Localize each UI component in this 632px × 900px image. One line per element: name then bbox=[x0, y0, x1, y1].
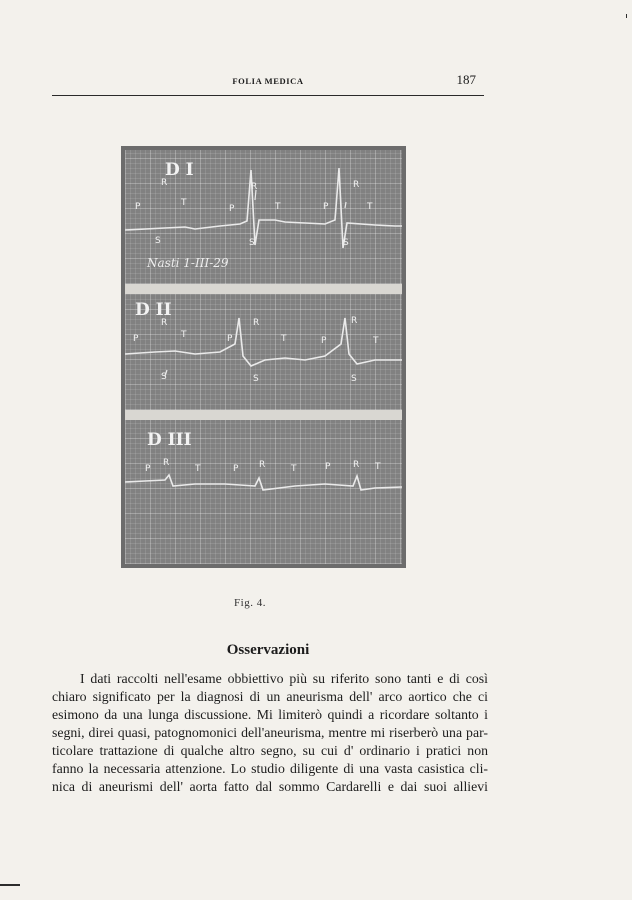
ecg-strip-lead-2 bbox=[125, 294, 402, 410]
wave-label: S bbox=[253, 374, 259, 384]
text-line: nica di aneurismi dell' aorta fatto dal sommo Cardarelli e dai suoi allievi bbox=[52, 779, 488, 794]
text-line: chiaro significato per la diagnosi di un aneurisma dell' arco aortico che ci bbox=[52, 689, 488, 704]
wave-label: P bbox=[227, 334, 233, 344]
wave-label: R bbox=[161, 318, 168, 328]
body-paragraph bbox=[52, 670, 488, 796]
wave-label: T bbox=[375, 462, 381, 472]
wave-label: R bbox=[353, 180, 360, 190]
wave-label: R bbox=[251, 182, 258, 192]
wave-label: T bbox=[181, 330, 187, 340]
wave-label: T bbox=[373, 336, 379, 346]
lead-label: D I bbox=[165, 160, 194, 180]
wave-label: T bbox=[291, 464, 297, 474]
page-header bbox=[52, 66, 484, 96]
wave-label: R bbox=[161, 178, 168, 188]
text-line: I dati raccolti nell'esame obbiettivo più su riferito sono tanti e di così bbox=[80, 671, 488, 686]
wave-label: R bbox=[253, 318, 260, 328]
wave-label: R bbox=[163, 458, 170, 468]
wave-label: R bbox=[353, 460, 360, 470]
ecg-strip-lead-1 bbox=[125, 150, 402, 284]
wave-label: P bbox=[145, 464, 151, 474]
wave-label: P bbox=[229, 204, 235, 214]
wave-label: S bbox=[249, 238, 255, 248]
section-title: Osservazioni bbox=[226, 642, 310, 658]
wave-label: T bbox=[367, 202, 373, 212]
wave-label: P bbox=[133, 334, 139, 344]
wave-label: R bbox=[259, 460, 266, 470]
scan-artifact bbox=[0, 884, 20, 886]
wave-label: S bbox=[155, 236, 161, 246]
ecg-figure bbox=[121, 146, 406, 568]
text-line: fanno la necessaria attenzione. Lo studio diligente di una vasta casistica cli- bbox=[52, 761, 488, 776]
lead-label: D II bbox=[135, 300, 172, 320]
wave-label: S bbox=[343, 238, 349, 248]
wave-label: T bbox=[195, 464, 201, 474]
wave-label: P bbox=[233, 464, 239, 474]
wave-label: P bbox=[323, 202, 329, 212]
wave-label: P bbox=[321, 336, 327, 346]
ecg-strip-lead-3 bbox=[125, 420, 402, 564]
wave-label: S bbox=[351, 374, 357, 384]
wave-label: P bbox=[135, 202, 141, 212]
header-rule bbox=[52, 95, 484, 96]
strip-gap bbox=[125, 284, 402, 294]
wave-label: T bbox=[281, 334, 287, 344]
scan-artifact bbox=[626, 14, 627, 18]
text-line: esimono da una lunga discussione. Mi limiterò quindi a ricordare soltanto i bbox=[52, 707, 488, 722]
handwritten-note: Nasti 1-III-29 bbox=[147, 256, 229, 270]
strip-gap bbox=[125, 410, 402, 420]
page-number: 187 bbox=[456, 72, 476, 87]
lead-label: D III bbox=[147, 430, 192, 450]
text-line: segni, direi quasi, patognomonici dell'aneurisma, mentre mi riserberò una par- bbox=[52, 725, 488, 740]
wave-label: T bbox=[275, 202, 281, 212]
wave-label: S bbox=[161, 372, 167, 382]
wave-label: P bbox=[325, 462, 331, 472]
figure-caption: Fig. 4. bbox=[234, 597, 266, 609]
running-title: FOLIA MEDICA bbox=[232, 76, 304, 86]
text-line: ticolare trattazione di qualche altro segno, su cui d' ordinario i pratici non bbox=[52, 743, 488, 758]
wave-label: R bbox=[351, 316, 358, 326]
wave-label: T bbox=[181, 198, 187, 208]
